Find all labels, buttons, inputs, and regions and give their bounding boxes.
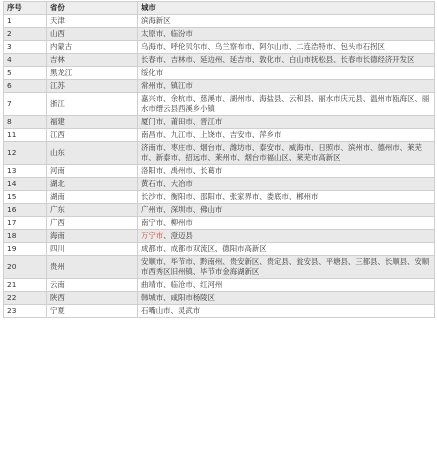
table-row — [4, 191, 435, 204]
row-number: 21 — [4, 279, 47, 292]
row-province: 贵州 — [47, 256, 138, 279]
row-province: 河南 — [47, 165, 138, 178]
table-row — [4, 256, 435, 279]
row-cities: 滨海新区 — [138, 15, 435, 28]
row-cities: 安顺市、毕节市、黔南州、贵安新区、贵定县、瓮安县、平塘县、三都县、长顺县、安顺市西秀区旧州镇、毕节市金海湖新区 — [138, 256, 435, 279]
row-province: 内蒙古 — [47, 41, 138, 54]
table-body — [4, 15, 435, 318]
row-number: 16 — [4, 204, 47, 217]
row-number: 3 — [4, 41, 47, 54]
table-row — [4, 305, 435, 318]
row-province: 云南 — [47, 279, 138, 292]
table-row — [4, 41, 435, 54]
row-cities: 南宁市、柳州市 — [138, 217, 435, 230]
row-number: 22 — [4, 292, 47, 305]
row-province: 宁夏 — [47, 305, 138, 318]
highlighted-city: 万宁市 — [141, 231, 164, 240]
row-number: 14 — [4, 178, 47, 191]
row-number: 8 — [4, 116, 47, 129]
row-cities: 嘉兴市、余杭市、慈溪市、湖州市、海盐县、云和县、丽水市庆元县、温州市瓯海区、丽水市缙云县西溪乡小镇 — [138, 93, 435, 116]
row-number: 6 — [4, 80, 47, 93]
row-province: 黑龙江 — [47, 67, 138, 80]
table-row — [4, 129, 435, 142]
row-cities: 南昌市、九江市、上饶市、吉安市、萍乡市 — [138, 129, 435, 142]
row-province: 福建 — [47, 116, 138, 129]
header-province: 省份 — [47, 2, 138, 15]
row-number: 5 — [4, 67, 47, 80]
row-number: 2 — [4, 28, 47, 41]
row-cities: 济南市、枣庄市、烟台市、潍坊市、泰安市、威海市、日照市、滨州市、德州市、莱芜市、新泰市、招远市、莱州市、烟台市福山区、莱芜市高新区 — [138, 142, 435, 165]
table-header — [4, 2, 435, 15]
row-province: 天津 — [47, 15, 138, 28]
row-number: 15 — [4, 191, 47, 204]
row-cities: 厦门市、莆田市、晋江市 — [138, 116, 435, 129]
row-number: 4 — [4, 54, 47, 67]
row-number: 20 — [4, 256, 47, 279]
row-cities: 广州市、深圳市、佛山市 — [138, 204, 435, 217]
header-row — [4, 2, 435, 15]
row-cities: 乌海市、呼伦贝尔市、乌兰察布市、阿尔山市、二连浩特市、包头市石拐区 — [138, 41, 435, 54]
row-number: 7 — [4, 93, 47, 116]
row-cities: 黄石市、大冶市 — [138, 178, 435, 191]
city-table — [3, 1, 435, 318]
row-province: 广东 — [47, 204, 138, 217]
row-cities: 石嘴山市、灵武市 — [138, 305, 435, 318]
table-row — [4, 15, 435, 28]
row-province: 四川 — [47, 243, 138, 256]
row-province: 陕西 — [47, 292, 138, 305]
table-row — [4, 178, 435, 191]
table-row — [4, 217, 435, 230]
table-row — [4, 292, 435, 305]
row-cities: 长沙市、衡阳市、邵阳市、张家界市、娄底市、郴州市 — [138, 191, 435, 204]
row-province: 海南 — [47, 230, 138, 243]
row-number: 23 — [4, 305, 47, 318]
row-number: 13 — [4, 165, 47, 178]
row-cities: 成都市、成都市双流区、德阳市高新区 — [138, 243, 435, 256]
header-no: 序号 — [4, 2, 47, 15]
table-row — [4, 93, 435, 116]
row-cities: 太原市、临汾市 — [138, 28, 435, 41]
table-row — [4, 80, 435, 93]
row-number: 19 — [4, 243, 47, 256]
table-row — [4, 142, 435, 165]
table-row — [4, 230, 435, 243]
row-province: 山西 — [47, 28, 138, 41]
table-row — [4, 279, 435, 292]
table-row — [4, 54, 435, 67]
row-cities: 曲靖市、临沧市、红河州 — [138, 279, 435, 292]
row-number: 12 — [4, 142, 47, 165]
row-province: 浙江 — [47, 93, 138, 116]
row-number: 11 — [4, 129, 47, 142]
row-cities: 长春市、吉林市、延边州、延吉市、敦化市、白山市抚松县、长春市长德经济开发区 — [138, 54, 435, 67]
table-row — [4, 165, 435, 178]
table-row — [4, 28, 435, 41]
row-province: 江西 — [47, 129, 138, 142]
row-cities: 绥化市 — [138, 67, 435, 80]
row-number: 17 — [4, 217, 47, 230]
row-cities: 常州市、镇江市 — [138, 80, 435, 93]
row-number: 1 — [4, 15, 47, 28]
row-province: 湖南 — [47, 191, 138, 204]
table-row — [4, 204, 435, 217]
row-number: 18 — [4, 230, 47, 243]
table-row — [4, 67, 435, 80]
row-province: 湖北 — [47, 178, 138, 191]
row-cities: 韩城市、咸阳市杨陵区 — [138, 292, 435, 305]
row-province: 江苏 — [47, 80, 138, 93]
row-province: 吉林 — [47, 54, 138, 67]
table-row — [4, 243, 435, 256]
header-cities: 城市 — [138, 2, 435, 15]
row-province: 广西 — [47, 217, 138, 230]
row-province: 山东 — [47, 142, 138, 165]
row-cities: 万宁市、澄迈县 — [138, 230, 435, 243]
row-cities: 洛阳市、禹州市、长葛市 — [138, 165, 435, 178]
table-row — [4, 116, 435, 129]
